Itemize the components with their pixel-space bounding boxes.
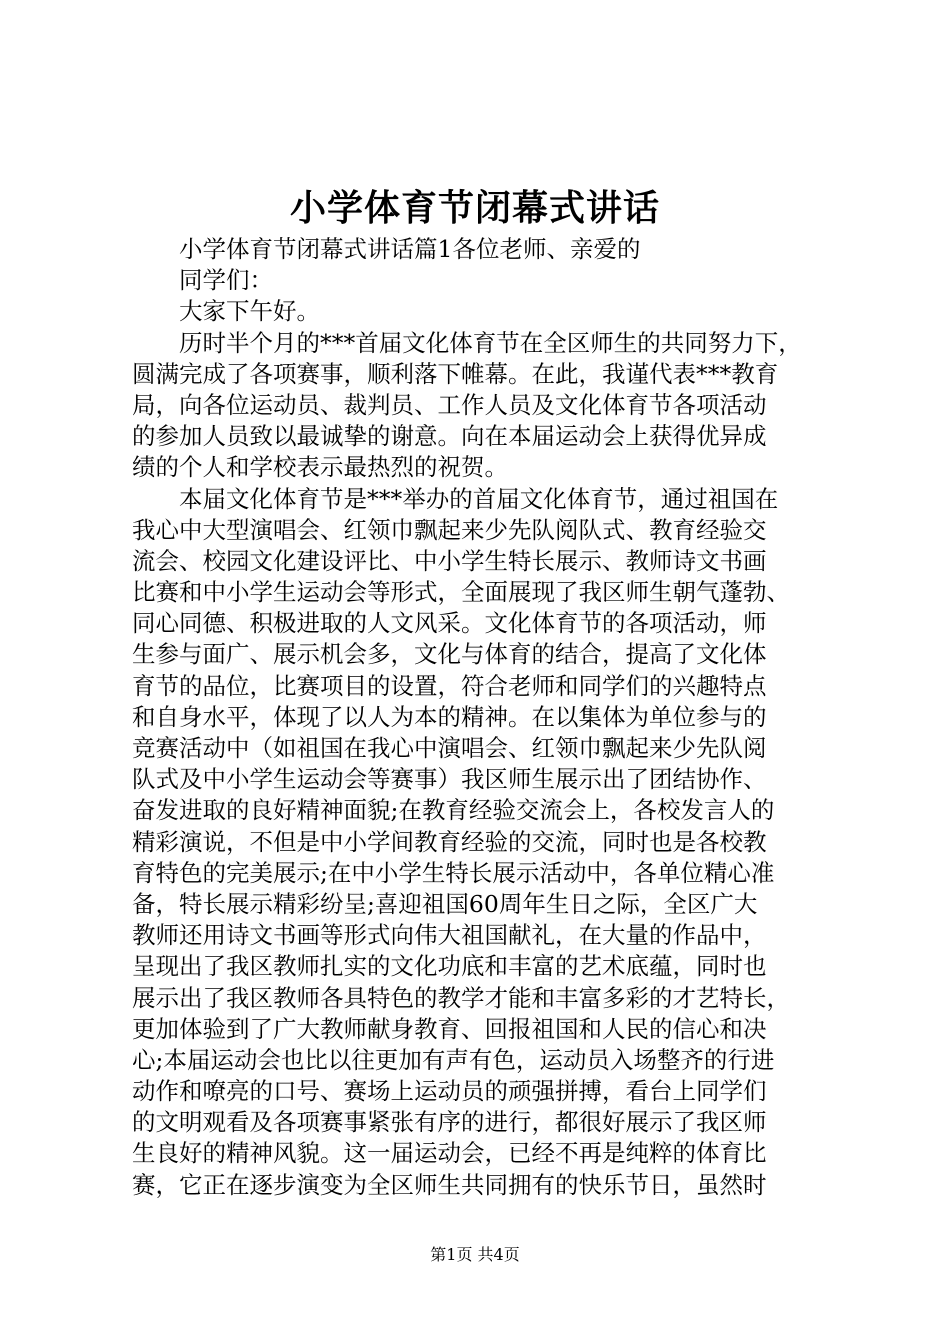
body-line: 育特色的完美展示;在中小学生特长展示活动中，各单位精心准	[132, 858, 775, 887]
body-line: 同心同德、积极进取的人文风采。文化体育节的各项活动，师	[132, 609, 767, 638]
body-line: 心;本届运动会也比以往更加有声有色，运动员入场整齐的行进	[132, 1045, 775, 1074]
body-line: 精彩演说，不但是中小学间教育经验的交流，同时也是各校教	[132, 827, 767, 856]
body-line: 更加体验到了广大教师献身教育、回报祖国和人民的信心和决	[132, 1014, 767, 1043]
body-line: 历时半个月的***首届文化体育节在全区师生的共同努力下，	[179, 328, 802, 357]
body-line: 动作和嘹亮的口号、赛场上运动员的顽强拼搏，看台上同学们	[132, 1077, 767, 1106]
body-line: 比赛和中小学生运动会等形式，全面展现了我区师生朝气蓬勃、	[132, 578, 790, 607]
body-line: 奋发进取的良好精神面貌;在教育经验交流会上，各校发言人的	[132, 796, 775, 825]
body-line: 生良好的精神风貌。这一届运动会，已经不再是纯粹的体育比	[132, 1139, 767, 1168]
body-line: 流会、校园文化建设评比、中小学生特长展示、教师诗文书画	[132, 546, 767, 575]
body-line: 展示出了我区教师各具特色的教学才能和丰富多彩的才艺特长，	[132, 983, 790, 1012]
body-line: 小学体育节闭幕式讲话篇1各位老师、亲爱的	[179, 235, 641, 263]
body-line: 和自身水平，体现了以人为本的精神。在以集体为单位参与的	[132, 702, 767, 731]
body-line: 同学们：	[179, 266, 273, 295]
body-line: 队式及中小学生运动会等赛事）我区师生展示出了团结协作、	[132, 765, 767, 794]
body-line: 赛，它正在逐步演变为全区师生共同拥有的快乐节日，虽然时	[132, 1170, 767, 1199]
body-line: 竞赛活动中（如祖国在我心中演唱会、红领巾飘起来少先队阅	[132, 734, 767, 762]
body-line: 的文明观看及各项赛事紧张有序的进行，都很好展示了我区师	[132, 1108, 767, 1137]
body-line: 大家下午好。	[179, 297, 320, 326]
body-line: 呈现出了我区教师扎实的文化功底和丰富的艺术底蕴，同时也	[132, 952, 767, 981]
document-title: 小学体育节闭幕式讲话	[289, 187, 660, 229]
body-line: 生参与面广、展示机会多，文化与体育的结合，提高了文化体	[132, 640, 767, 669]
page-footer: 第1页 共4页	[430, 1245, 520, 1264]
body-line: 本届文化体育节是***举办的首届文化体育节，通过祖国在	[179, 484, 779, 513]
body-line: 圆满完成了各项赛事，顺利落下帷幕。在此，我谨代表***教育	[132, 359, 779, 388]
body-line: 我心中大型演唱会、红领巾飘起来少先队阅队式、教育经验交	[132, 515, 767, 544]
body-line: 备，特长展示精彩纷呈;喜迎祖国60周年生日之际，全区广大	[132, 889, 758, 918]
body-line: 绩的个人和学校表示最热烈的祝贺。	[132, 453, 508, 482]
body-line: 局，向各位运动员、裁判员、工作人员及文化体育节各项活动	[132, 390, 767, 419]
body-line: 的参加人员致以最诚挚的谢意。向在本届运动会上获得优异成	[132, 422, 767, 451]
body-line: 教师还用诗文书画等形式向伟大祖国献礼，在大量的作品中，	[132, 921, 767, 950]
body-line: 育节的品位，比赛项目的设置，符合老师和同学们的兴趣特点	[132, 671, 767, 700]
document-body	[132, 234, 832, 1201]
